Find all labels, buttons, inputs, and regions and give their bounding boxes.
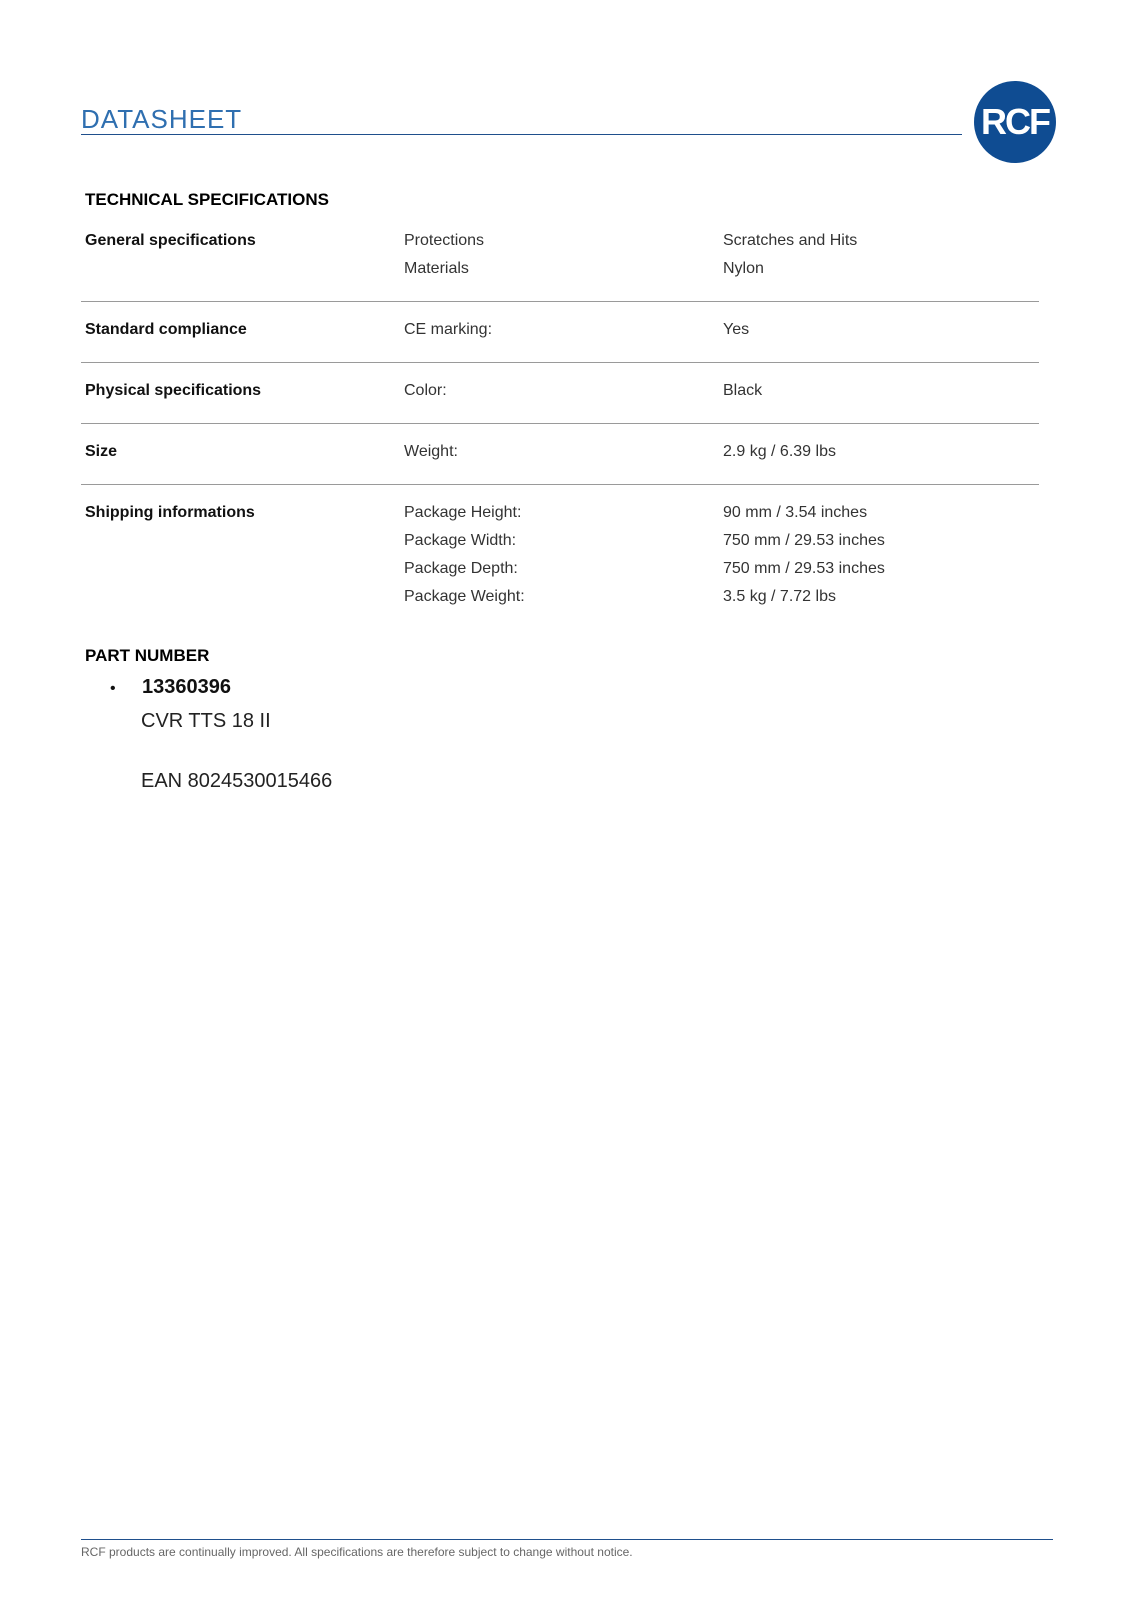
spec-group-general: [81, 225, 1039, 302]
spec-label: Protections: [404, 232, 485, 249]
spec-group-title: Shipping informations: [85, 504, 255, 521]
part-number-item: [110, 676, 231, 699]
spec-group-physical: [81, 375, 1039, 424]
part-code: 13360396: [142, 676, 231, 698]
spec-value: 90 mm / 3.54 inches: [723, 504, 868, 521]
spec-label: Package Height:: [404, 504, 522, 521]
spec-value: 750 mm / 29.53 inches: [723, 560, 885, 577]
spec-value: Scratches and Hits: [723, 232, 858, 249]
footer-divider: [81, 1539, 1053, 1540]
spec-value: Nylon: [723, 260, 764, 277]
rcf-logo: RCF: [974, 81, 1056, 163]
spec-table: [81, 225, 1039, 641]
bullet-icon: •: [110, 680, 116, 697]
spec-label: Color:: [404, 382, 447, 399]
spec-group-title: Standard compliance: [85, 321, 247, 338]
spec-group-title: Physical specifications: [85, 382, 262, 399]
spec-value: 2.9 kg / 6.39 lbs: [723, 443, 836, 460]
part-number-heading: PART NUMBER: [85, 646, 210, 665]
footer-note: RCF products are continually improved. All specifications are therefore subject to change without notice.: [81, 1545, 633, 1559]
spec-label: Package Depth:: [404, 560, 518, 577]
spec-label: Materials: [404, 260, 469, 277]
spec-label: Package Width:: [404, 532, 517, 549]
spec-group-title: Size: [85, 443, 118, 460]
page-title: DATASHEET: [81, 104, 243, 134]
part-model: CVR TTS 18 II: [141, 710, 271, 732]
spec-value: 750 mm / 29.53 inches: [723, 532, 885, 549]
spec-group-title: General specifications: [85, 232, 256, 249]
spec-group-standard-compliance: [81, 314, 1039, 363]
spec-label: Weight:: [404, 443, 458, 460]
spec-value: 3.5 kg / 7.72 lbs: [723, 588, 836, 605]
spec-group-size: [81, 436, 1039, 485]
technical-specifications-heading: TECHNICAL SPECIFICATIONS: [85, 190, 329, 209]
part-ean: EAN 8024530015466: [141, 770, 333, 792]
spec-label: CE marking:: [404, 321, 493, 338]
spec-group-shipping: [81, 497, 1039, 629]
spec-value: Black: [723, 382, 763, 399]
header-divider: [81, 134, 962, 135]
spec-label: Package Weight:: [404, 588, 525, 605]
spec-value: Yes: [723, 321, 750, 338]
